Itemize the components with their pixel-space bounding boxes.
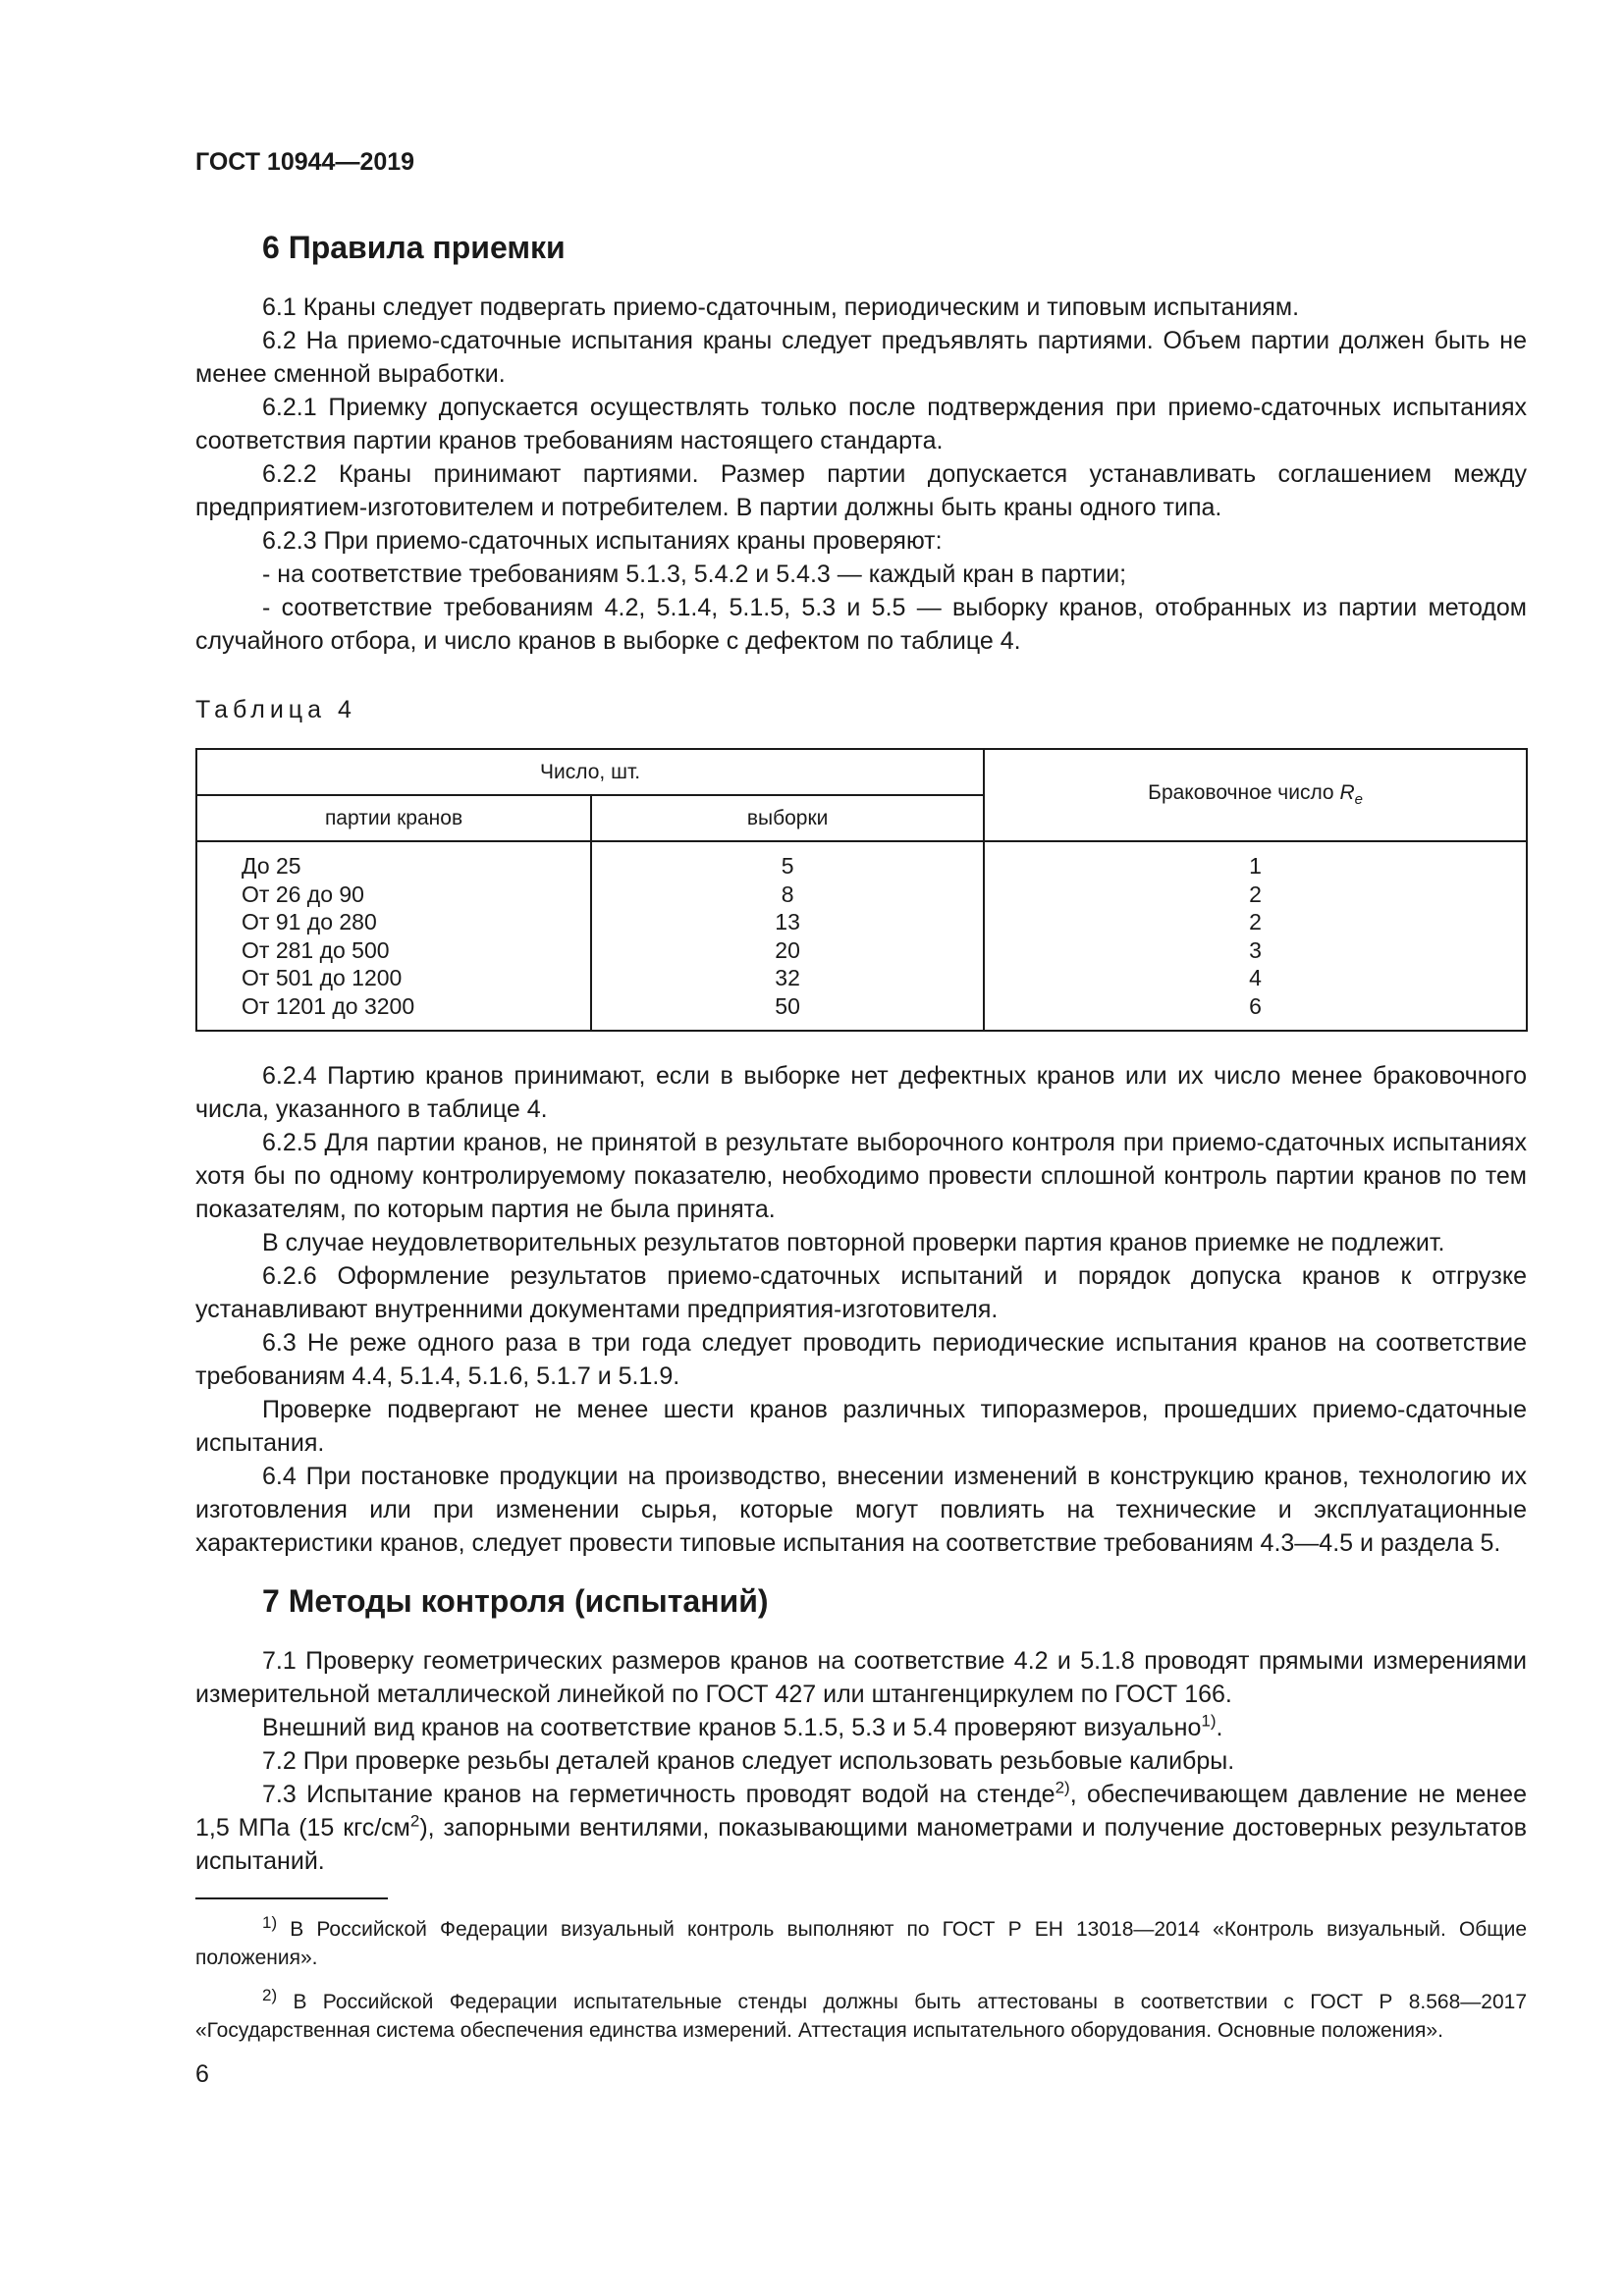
paragraph-6-2-4: 6.2.4 Партию кранов принимают, если в выборке нет дефектных кранов или их число менее браковочного числа, указанного в таблице 4.: [195, 1062, 1527, 1123]
paragraph-6-1: 6.1 Краны следует подвергать приемо-сдаточным, периодическим и типовым испытаниям.: [262, 294, 1300, 321]
unit-exponent: 2: [409, 1811, 420, 1831]
table-cell: От 281 до 500: [242, 936, 390, 963]
table-column-lot: [196, 841, 591, 1031]
paragraph-6-2-1: 6.2.1 Приемку допускается осуществлять только после подтверждения при приемо-сдаточных испытаниях соответствия партии кранов требованиям настоящего стандарта.: [195, 394, 1527, 454]
document-page: [195, 147, 1527, 2089]
paragraph-text: 7.3 Испытание кранов на герметичность проводят водой на стенде: [262, 1781, 1056, 1808]
table-cell: 13: [775, 909, 800, 934]
footnote-divider: [195, 1897, 388, 1899]
table-header-lot: партии кранов: [196, 795, 591, 841]
table-cell: 2: [1249, 881, 1262, 907]
paragraph-7-1: 7.1 Проверку геометрических размеров кранов на соответствие 4.2 и 5.1.8 проводят прямыми измерениями измерительной металлической линейкой по ГОСТ 427 или штангенциркулем по ГОСТ 166.: [195, 1647, 1527, 1708]
table-cell: 6: [1249, 992, 1262, 1019]
paragraph-6-2-5: 6.2.5 Для партии кранов, не принятой в результате выборочного контроля при приемо-сдаточных испытаниях хотя бы по одному контролируемому показателю, необходимо провести сплошной контроль партии кранов по тем показателям, по которым партия не была принята.: [195, 1129, 1527, 1223]
footnote-ref-2: 2): [1055, 1778, 1070, 1797]
paragraph-7-3: [195, 1778, 1527, 1878]
table-cell: До 25: [242, 853, 301, 879]
table-column-sample: [591, 841, 984, 1031]
footnote-mark: 1): [262, 1913, 278, 1932]
document-code: ГОСТ 10944—2019: [195, 148, 415, 176]
table-cell: От 26 до 90: [242, 881, 364, 907]
paragraph-text: .: [1216, 1714, 1223, 1741]
paragraph-6-2-6: 6.2.6 Оформление результатов приемо-сдаточных испытаний и порядок допуска кранов к отгрузке устанавливают внутренними документами предприятия-изготовителя.: [195, 1262, 1527, 1323]
table-cell: 5: [781, 853, 794, 879]
table-caption: Таблица 4: [195, 696, 356, 723]
footnote-text: В Российской Федерации визуальный контроль выполняют по ГОСТ Р ЕН 13018—2014 «Контроль визуальный. Общие положения».: [195, 1918, 1527, 1969]
table-cell: 3: [1249, 936, 1262, 963]
paragraph-6-3: 6.3 Не реже одного раза в три года следует проводить периодические испытания кранов на соответствие требованиям 4.4, 5.1.4, 5.1.6, 5.1.7 и 5.1.9.: [195, 1329, 1527, 1390]
table-cell: От 1201 до 3200: [242, 992, 415, 1019]
paragraph-text: , обеспечивающем давление не менее 1,5 МПа (15 кгс/см: [195, 1781, 1527, 1842]
list-item-acceptance-sample: - соответствие требованиям 4.2, 5.1.4, 5.1.5, 5.3 и 5.5 — выборку кранов, отобранных из партии методом случайного отбора, и число кранов в выборке с дефектом по таблице 4.: [195, 594, 1527, 655]
list-item-acceptance-each: - на соответствие требованиям 5.1.3, 5.4.2 и 5.4.3 — каждый кран в партии;: [262, 561, 1127, 588]
reject-subscript: e: [1354, 791, 1363, 809]
table-cell: 20: [775, 936, 800, 963]
page-number: 6: [195, 2060, 209, 2088]
table-cell: 50: [775, 992, 800, 1019]
table-4: [195, 748, 1528, 1032]
reject-header-text: Браковочное число: [1148, 781, 1340, 805]
paragraph-6-2: 6.2 На приемо-сдаточные испытания краны следует предъявлять партиями. Объем партии должен быть не менее сменной выработки.: [195, 327, 1527, 388]
reject-symbol: R: [1339, 781, 1355, 805]
table-cell: 32: [775, 965, 800, 990]
footnote-1: [195, 1915, 1527, 1972]
table-cell: 4: [1249, 965, 1262, 990]
table-cell: От 91 до 280: [242, 909, 377, 934]
table-column-reject: [984, 841, 1527, 1031]
footnote-text: В Российской Федерации испытательные стенды должны быть аттестованы в соответствии с ГОСТ Р 8.568—2017 «Государственная система обеспечения единства измерений. Аттестация испытательного оборудования. Основные положения».: [195, 1991, 1527, 2042]
table-cell: От 501 до 1200: [242, 965, 403, 990]
table-body-row: [196, 841, 1527, 1031]
table-header-group: Число, шт.: [196, 749, 984, 795]
paragraph-7-2: 7.2 При проверке резьбы деталей кранов следует использовать резьбовые калибры.: [262, 1747, 1235, 1775]
section-7-heading: 7 Методы контроля (испытаний): [262, 1583, 769, 1619]
paragraph-text: ), запорными вентилями, показывающими манометрами и получение достоверных результатов испытаний.: [195, 1814, 1528, 1875]
paragraph-6-3-note: Проверке подвергают не менее шести кранов различных типоразмеров, прошедших приемо-сдаточные испытания.: [195, 1396, 1527, 1457]
paragraph-7-1-visual: [195, 1711, 1527, 1744]
footnote-2: [195, 1988, 1527, 2045]
table-header-sample: выборки: [591, 795, 984, 841]
footnote-ref-1: 1): [1201, 1711, 1217, 1731]
table-cell: 8: [781, 881, 794, 907]
table-header-reject-number: [984, 749, 1527, 841]
paragraph-6-2-5-note: В случае неудовлетворительных результатов повторной проверки партия кранов приемке не подлежит.: [262, 1229, 1445, 1256]
paragraph-6-2-2: 6.2.2 Краны принимают партиями. Размер партии допускается устанавливать соглашением между предприятием-изготовителем и потребителем. В партии должны быть краны одного типа.: [195, 460, 1527, 521]
section-6-heading: 6 Правила приемки: [262, 230, 566, 265]
footnote-mark: 2): [262, 1986, 278, 2004]
paragraph-6-2-3: 6.2.3 При приемо-сдаточных испытаниях краны проверяют:: [262, 527, 943, 555]
table-cell: 2: [1249, 909, 1262, 934]
paragraph-text: Внешний вид кранов на соответствие кранов 5.1.5, 5.3 и 5.4 проверяют визуально: [262, 1714, 1202, 1741]
table-cell: 1: [1249, 853, 1262, 879]
paragraph-6-4: 6.4 При постановке продукции на производство, внесении изменений в конструкцию кранов, технологию их изготовления или при изменении сырья, которые могут повлиять на технические и эксплуатационные характеристики кранов, следует провести типовые испытания на соответствие требованиям 4.3—4.5 и раздела 5.: [195, 1463, 1527, 1557]
